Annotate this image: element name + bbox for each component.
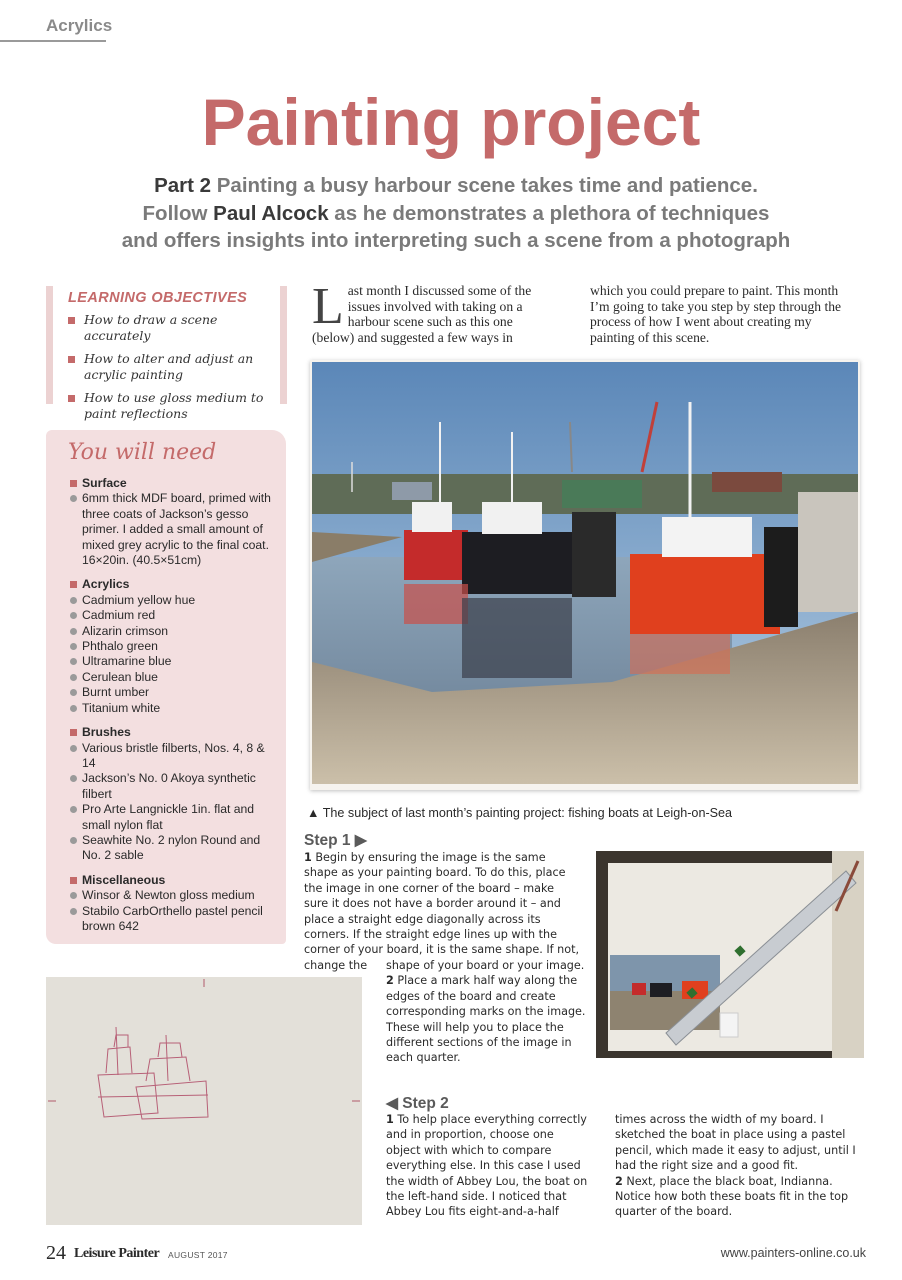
list-item: 6mm thick MDF board, primed with three coats of Jackson’s gesso primer. I added a small amount of mixed grey acrylic to the final coat. 16×20in. (40.5×51cm) (70, 491, 276, 568)
list-item: How to draw a scene accurately (66, 312, 276, 344)
bullet-dot-icon (70, 628, 77, 635)
list-item: Cadmium yellow hue (70, 593, 276, 608)
section-rule (0, 40, 106, 42)
need-heading-misc: Miscellaneous (70, 873, 276, 888)
bullet-dot-icon (70, 495, 77, 502)
list-item: Jackson’s No. 0 Akoya synthetic filbert (70, 771, 276, 802)
website-url[interactable]: www.painters-online.co.uk (720, 1246, 866, 1260)
bullet-dot-icon (70, 612, 77, 619)
need-heading-surface: Surface (70, 476, 276, 491)
intro-column-2: which you could prepare to paint. This month I’m going to take you step by step through the process of how I went about creating my painting of this scene. (590, 283, 842, 345)
bullet-dot-icon (70, 837, 77, 844)
bullet-dot-icon (70, 643, 77, 650)
bullet-dot-icon (70, 775, 77, 782)
standfirst-part: Part 2 (154, 174, 212, 197)
harbour-photo (312, 362, 858, 784)
you-will-need-title: You will need (68, 440, 217, 465)
bullet-square-icon (68, 356, 75, 363)
step2-col2 (615, 1112, 863, 1220)
harbour-photo-frame (310, 360, 860, 790)
issue-date: AUGUST 2017 (168, 1250, 228, 1260)
bullet-dot-icon (70, 597, 77, 604)
step1-num2: 2 (386, 974, 394, 988)
list-item: How to alter and adjust an acrylic painting (66, 351, 276, 383)
bullet-square-icon (70, 729, 77, 736)
standfirst-line3: and offers insights into interpreting such a scene from a photograph (121, 229, 791, 252)
standfirst-line2b: as he demonstrates a plethora of techniques (328, 201, 770, 225)
bullet-square-icon (70, 480, 77, 487)
bullet-square-icon (68, 395, 75, 402)
bullet-dot-icon (70, 674, 77, 681)
objectives-list (66, 312, 276, 429)
page-title: Painting project (201, 85, 701, 159)
bullet-dot-icon (70, 892, 77, 899)
sketch-photo (46, 977, 362, 1225)
list-item: Cadmium red (70, 608, 276, 623)
bullet-dot-icon (70, 745, 77, 752)
step2-para2: Next, place the black boat, Indianna. Notice how both these boats fit in the top quarter of the board. (615, 1174, 849, 1219)
list-item: Pro Arte Langnickle 1in. flat and small nylon flat (70, 802, 276, 833)
step2-para1b: times across the width of my board. I sketched the boat in place using a pastel pencil, which made it easy to adjust, until I had the right size and a good fit. (615, 1113, 856, 1173)
need-heading-brushes: Brushes (70, 725, 276, 740)
bullet-dot-icon (70, 658, 77, 665)
list-item: Various bristle filberts, Nos. 4, 8 & 14 (70, 741, 276, 772)
objectives-bar-left (46, 286, 53, 404)
step2-col1 (386, 1112, 590, 1220)
standfirst-line2a: Follow (142, 201, 214, 225)
page-number: 24 (46, 1242, 66, 1264)
magazine-name: Leisure Painter (74, 1246, 160, 1261)
photo-caption: ▲ The subject of last month’s painting project: fishing boats at Leigh-on-Sea (307, 806, 733, 820)
step1-num1: 1 (304, 851, 312, 864)
list-item: Seawhite No. 2 nylon Round and No. 2 sable (70, 833, 276, 864)
standfirst (80, 172, 832, 255)
step1-photo (596, 851, 864, 1058)
step1-heading: Step 1 ▶ (304, 832, 367, 849)
bullet-dot-icon (70, 689, 77, 696)
objectives-bar-right (280, 286, 287, 404)
bullet-square-icon (70, 877, 77, 884)
step1-para2: Place a mark half way along the edges of the board and create corresponding marks on the image. These will help you to place the different sections of the image in each quarter. (386, 974, 586, 1065)
step2-num1: 1 (386, 1113, 394, 1126)
step1-text (304, 850, 580, 973)
bullet-dot-icon (70, 705, 77, 712)
step2-para1: To help place everything correctly and in proportion, choose one object with which to compare everything else. In this case I used the width of Abbey Lou, the boat on the left-hand side. I noticed that Abbey Lou fits eight-and-a-half (386, 1113, 588, 1219)
step2-heading: ◀ Step 2 (386, 1095, 449, 1112)
standfirst-author: Paul Alcock (213, 201, 329, 225)
drop-cap: L (312, 278, 344, 335)
intro-text-1: ast month I discussed some of the issues involved with taking on a harbour scene such as this one (below) and suggested a few ways in (312, 283, 532, 345)
step1-para1b: shape of your board or your image. (386, 959, 585, 972)
list-item: Alizarin crimson (70, 624, 276, 639)
bullet-dot-icon (70, 806, 77, 813)
list-item: Ultramarine blue (70, 654, 276, 669)
bullet-square-icon (70, 581, 77, 588)
list-item: Stabilo CarbOrthello pastel pencil brown 642 (70, 904, 276, 935)
bullet-dot-icon (70, 908, 77, 915)
list-item: How to use gloss medium to paint reflections (66, 390, 276, 422)
intro-column-1 (312, 278, 552, 345)
step1-text-cont (386, 958, 586, 1066)
step1-para1: Begin by ensuring the image is the same shape as your painting board. To do this, place the image in one corner of the board – make sure it does not have a border around it – and place a straight edge diagonally across its corners. If the straight edge lines up with the corner of your board, it is the same shape. If not, change the (304, 851, 580, 972)
you-will-need-list (70, 476, 276, 934)
step2-num2: 2 (615, 1174, 623, 1188)
standfirst-line1: Painting a busy harbour scene takes time and patience. (211, 174, 758, 197)
list-item: Winsor & Newton gloss medium (70, 888, 276, 903)
bullet-square-icon (68, 317, 75, 324)
list-item: Phthalo green (70, 639, 276, 654)
section-tag: Acrylics (46, 16, 113, 35)
list-item: Cerulean blue (70, 670, 276, 685)
list-item: Burnt umber (70, 685, 276, 700)
objectives-title: LEARNING OBJECTIVES (68, 290, 248, 306)
need-heading-acrylics: Acrylics (70, 577, 276, 592)
list-item: Titanium white (70, 701, 276, 716)
